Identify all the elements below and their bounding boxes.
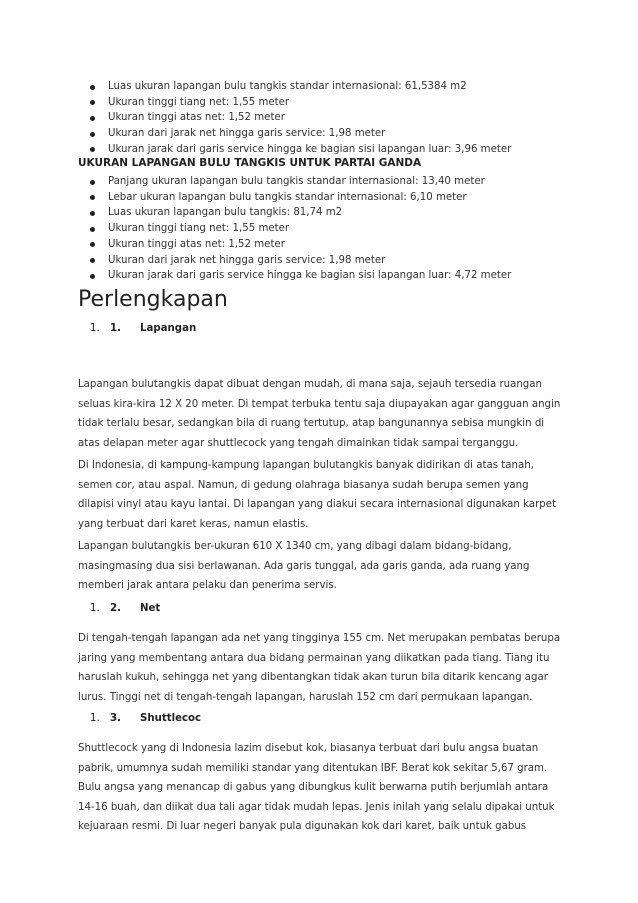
bullet-icon (90, 147, 95, 152)
single-dimensions-list (88, 79, 608, 158)
bullet-icon (90, 100, 95, 105)
list-item: Ukuran tinggi atas net: 1,52 meter (88, 237, 608, 253)
bullet-icon (90, 195, 95, 200)
bullet-icon (90, 258, 95, 263)
item-heading-shuttlecock: 1. 3. Shuttlecoc (90, 713, 202, 724)
bullet-icon (90, 274, 95, 279)
list-item: Lebar ukuran lapangan bulu tangkis standar internasional: 6,10 meter (88, 190, 608, 206)
paragraph: Di Indonesia, di kampung-kampung lapangan bulutangkis banyak didirikan di atas tanah, semen cor, atau aspal. Namun, di gedung olahraga biasanya sudah berupa semen yang dilapisi vinyl atau kayu lantai. Di lapangan yang diakui secara internasional digunakan karpet yang terbuat dari karet keras, namun elastis. (78, 460, 556, 530)
list-item: Luas ukuran lapangan bulu tangkis standar internasional: 61,5384 m2 (88, 79, 608, 95)
list-item: Ukuran dari jarak net hingga garis service: 1,98 meter (88, 253, 608, 269)
list-item: Ukuran tinggi tiang net: 1,55 meter (88, 221, 608, 237)
list-item: Ukuran dari jarak net hingga garis service: 1,98 meter (88, 126, 608, 142)
doubles-dimensions-list (88, 174, 608, 284)
list-item: Panjang ukuran lapangan bulu tangkis standar internasional: 13,40 meter (88, 174, 608, 190)
section-title: Perlengkapan (78, 287, 228, 312)
paragraph: Di tengah-tengah lapangan ada net yang tingginya 155 cm. Net merupakan pembatas berupa jaring yang membentang antara dua bidang permainan yang diikatkan pada tiang. Tiang itu haruslah kukuh, sehingga net yang dibentangkan tidak akan turun bila ditarik kencang agar lurus. Tinggi net di tengah-tengah lapangan, haruslah 152 cm dari permukaan lapangan. (78, 633, 561, 703)
list-item: Ukuran tinggi atas net: 1,52 meter (88, 110, 608, 126)
bullet-icon (90, 227, 95, 232)
paragraph: Shuttlecock yang di Indonesia lazim disebut kok, biasanya terbuat dari bulu angsa buatan pabrik, umumnya sudah memiliki standar yang ditentukan IBF. Berat kok sekitar 5,67 gram. Bulu angsa yang menancap di gabus yang dibungkus kulit berwarna putih berjumlah antara 14-16 buah, dan diikat dua tali agar tidak mudah lepas. Jenis inilah yang selalu dipakai untuk kejuaraan resmi. Di luar negeri banyak pula digunakan kok dari karet, baik untuk gabus (78, 743, 555, 833)
bullet-icon (90, 180, 95, 185)
bullet-icon (90, 116, 95, 121)
list-item: Ukuran jarak dari garis service hingga ke bagian sisi lapangan luar: 3,96 meter (88, 142, 608, 158)
bullet-icon (90, 211, 95, 216)
item-heading-lapangan: 1. 1. Lapangan (90, 323, 197, 334)
paragraph: Lapangan bulutangkis ber-ukuran 610 X 1340 cm, yang dibagi dalam bidang-bidang, masingmasing dua sisi berlawanan. Ada garis tunggal, ada garis ganda, ada ruang yang memberi jarak antara pelaku dan penerima servis. (78, 541, 530, 592)
bullet-icon (90, 85, 95, 90)
list-item: Luas ukuran lapangan bulu tangkis: 81,74 m2 (88, 205, 608, 221)
list-item: Ukuran jarak dari garis service hingga ke bagian sisi lapangan luar: 4,72 meter (88, 268, 608, 284)
list-item: Ukuran tinggi tiang net: 1,55 meter (88, 95, 608, 111)
item-heading-net: 1. 2. Net (90, 603, 161, 614)
paragraph: Lapangan bulutangkis dapat dibuat dengan mudah, di mana saja, sejauh tersedia ruangan seluas kira-kira 12 X 20 meter. Di tempat terbuka tentu saja diupayakan agar gangguan angin tidak terlalu besar, sedangkan bila di ruang tertutup, atap bangunannya sebisa mungkin di atas delapan meter agar shuttlecock yang tengah dimainkan tidak sampai terganggu. (78, 379, 561, 449)
doubles-heading: UKURAN LAPANGAN BULU TANGKIS UNTUK PARTAI GANDA (78, 157, 422, 169)
bullet-icon (90, 242, 95, 247)
bullet-icon (90, 132, 95, 137)
